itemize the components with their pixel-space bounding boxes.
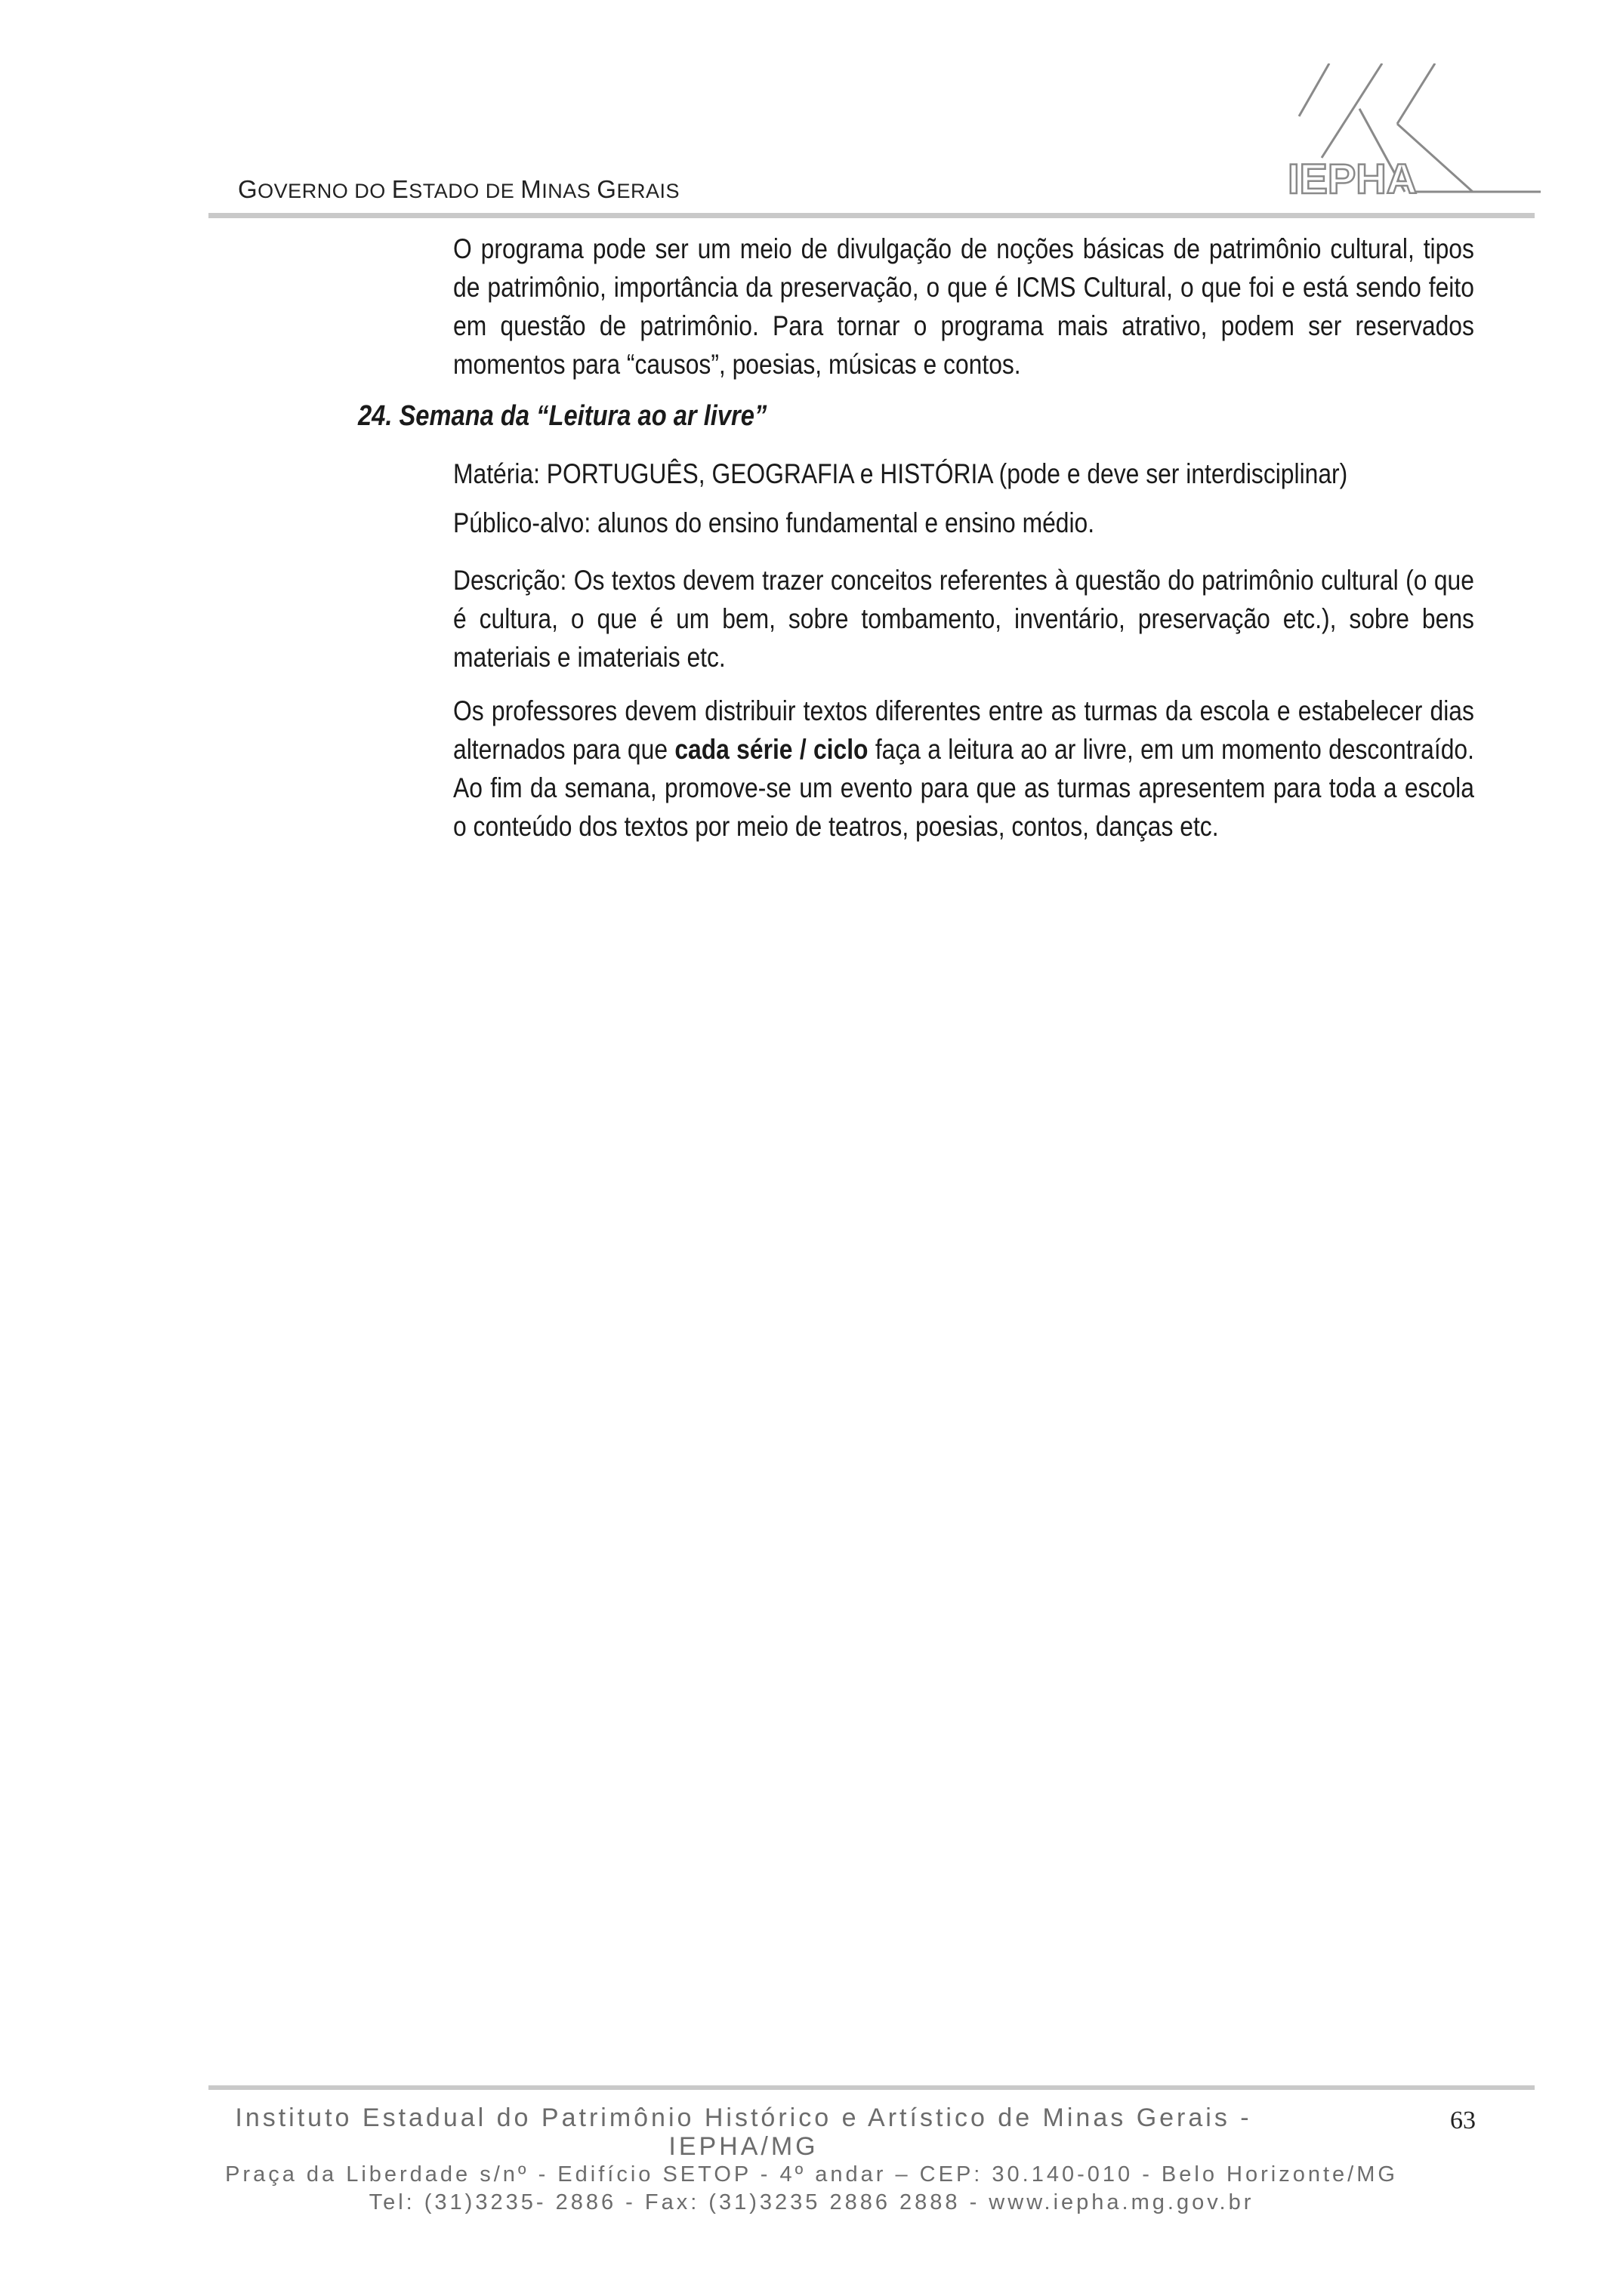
footer-institution-abbr: IEPHA/MG	[668, 2132, 819, 2161]
header-title-part: STADO DE	[409, 180, 521, 202]
page-number: 63	[1450, 2106, 1476, 2134]
professores-text: Os professores devem distribuir textos diferentes entre as turmas da escola e estabelecer dias alternados para que	[453, 695, 1474, 765]
header-title-part: G	[238, 175, 258, 203]
section-title: 24. Semana da “Leitura ao ar livre”	[358, 400, 767, 432]
iepha-logo	[1284, 63, 1541, 207]
descricao-paragraph: Descrição: Os textos devem trazer conceitos referentes à questão do patrimônio cultural (o que é cultura, o que é um bem, sobre tombamento, inventário, preservação etc.), sobre bens materiais e imateriais etc.	[453, 565, 1474, 673]
footer-contact: Tel: (31)3235- 2886 - Fax: (31)3235 2886 2888 - www.iepha.mg.gov.br	[369, 2190, 1254, 2214]
header-title	[238, 175, 680, 204]
footer-institution: Instituto Estadual do Patrimônio Histórico e Artístico de Minas Gerais -	[235, 2103, 1252, 2132]
materia-line: Matéria: PORTUGUÊS, GEOGRAFIA e HISTÓRIA (pode e deve ser interdisciplinar)	[453, 458, 1348, 489]
professores-bold-text: cada série / ciclo	[674, 734, 869, 765]
header-title-part: G	[597, 175, 617, 203]
footer-address: Praça da Liberdade s/nº - Edifício SETOP - 4º andar – CEP: 30.140-010 - Belo Horizonte/MG	[225, 2162, 1398, 2187]
intro-paragraph: O programa pode ser um meio de divulgação de noções básicas de patrimônio cultural, tipos de patrimônio, importância da preservação, o que é ICMS Cultural, o que foi e está sendo feito em questão de patrimônio. Para tornar o programa mais atrativo, podem ser reservados momentos para “causos”, poesias, músicas e contos.	[453, 233, 1474, 380]
header-title-part: ERAIS	[616, 180, 680, 202]
publico-line: Público-alvo: alunos do ensino fundamental e ensino médio.	[453, 507, 1095, 538]
header-title-part: OVERNO DO	[258, 180, 392, 202]
header-title-part: M	[520, 175, 542, 203]
header-divider	[208, 213, 1535, 218]
header-title-part: INAS	[542, 180, 597, 202]
iepha-logo-text: IEPHA	[1288, 155, 1418, 202]
header-title-part: E	[391, 175, 409, 203]
footer-divider	[208, 2085, 1535, 2090]
professores-text: faça a leitura ao ar livre, em um momento descontraído. Ao fim da semana, promove-se um evento para que as turmas apresentem para toda a escola o conteúdo dos textos por meio de teatros, poesias, contos, danças etc.	[453, 734, 1474, 842]
professores-paragraph	[453, 692, 1474, 846]
